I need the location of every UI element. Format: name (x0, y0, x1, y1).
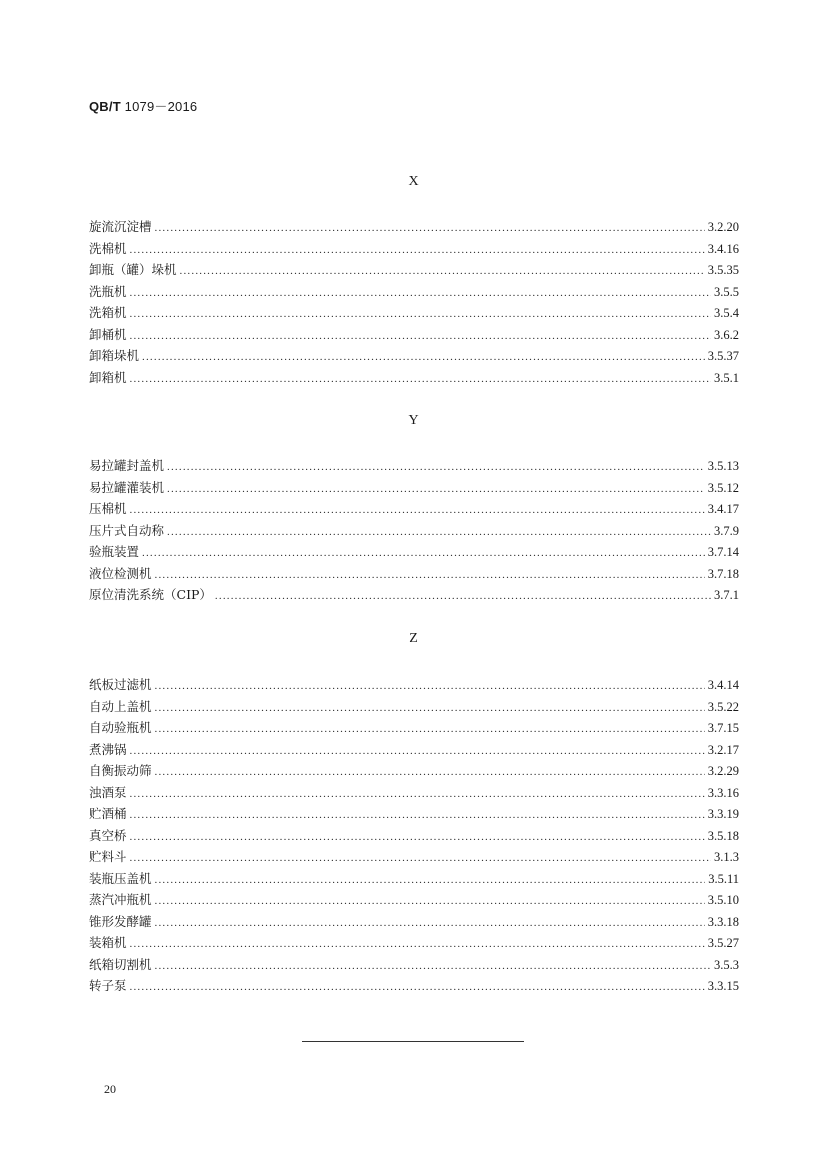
clause-reference: 3.5.10 (707, 893, 739, 907)
clause-reference: 3.5.22 (707, 699, 739, 714)
dot-leader (155, 870, 706, 892)
index-entry (89, 302, 739, 324)
index-term: 贮料斗 (89, 849, 127, 864)
dot-leader (130, 805, 705, 827)
dot-leader (180, 261, 705, 283)
clause-reference: 3.5.35 (707, 263, 739, 277)
dot-leader (142, 347, 705, 369)
clause-reference: 3.7.18 (707, 566, 739, 581)
index-term: 自动验瓶机 (89, 720, 152, 735)
dot-leader (130, 369, 711, 391)
dot-leader (215, 586, 711, 608)
standard-code-prefix: QB/T (89, 99, 121, 114)
index-entry (89, 455, 739, 477)
index-list-y (89, 455, 739, 606)
clause-reference: 3.5.13 (707, 459, 739, 473)
dot-leader (130, 848, 711, 870)
dot-leader (155, 719, 705, 741)
index-term: 浊酒泵 (89, 784, 127, 800)
index-term: 真空桥 (89, 827, 127, 843)
clause-reference: 3.5.12 (707, 480, 739, 495)
clause-reference: 3.4.14 (707, 678, 739, 692)
index-entry (89, 932, 739, 954)
index-term: 卸箱机 (89, 369, 127, 385)
clause-reference: 3.4.16 (707, 241, 739, 256)
index-entry (89, 477, 739, 499)
clause-reference: 3.3.15 (707, 979, 739, 993)
clause-reference: 3.2.29 (707, 764, 739, 778)
clause-reference: 3.3.16 (707, 785, 739, 800)
clause-reference: 3.6.2 (714, 327, 739, 342)
footer-rule (302, 1041, 524, 1042)
dot-leader (130, 934, 705, 956)
index-term: 旋流沉淀槽 (89, 219, 152, 234)
index-term: 装箱机 (89, 935, 127, 950)
dot-leader (142, 543, 705, 565)
index-term: 蒸汽冲瓶机 (89, 892, 152, 907)
index-term: 易拉罐封盖机 (89, 458, 165, 473)
index-entry (89, 238, 739, 260)
clause-reference: 3.1.3 (714, 850, 739, 864)
clause-reference: 3.5.37 (707, 349, 739, 363)
index-term: 验瓶装置 (89, 544, 140, 559)
index-entry (89, 696, 739, 718)
dot-leader (155, 956, 711, 978)
index-list-x (89, 216, 739, 388)
index-entry (89, 954, 739, 976)
dot-leader (167, 522, 711, 544)
index-entry (89, 760, 739, 782)
index-entry (89, 324, 739, 346)
clause-reference: 3.3.18 (707, 914, 739, 929)
clause-reference: 3.5.3 (714, 957, 739, 972)
clause-reference: 3.5.1 (714, 370, 739, 385)
dot-leader (130, 741, 705, 763)
index-term: 自衡振动筛 (89, 763, 152, 778)
index-entry (89, 739, 739, 761)
index-entry (89, 216, 739, 238)
index-term: 纸箱切割机 (89, 956, 152, 972)
index-entry (89, 889, 739, 911)
clause-reference: 3.7.14 (707, 545, 739, 559)
dot-leader (155, 698, 705, 720)
index-term: 自动上盖机 (89, 698, 152, 714)
dot-leader (130, 827, 705, 849)
section-letter-x: X (408, 174, 419, 189)
index-term: 转子泵 (89, 978, 127, 993)
index-entry (89, 803, 739, 825)
index-term: 贮酒桶 (89, 806, 127, 821)
dot-leader (130, 240, 705, 262)
index-term: 装瓶压盖机 (89, 870, 152, 886)
dot-leader (167, 479, 705, 501)
section-letter-y: Y (408, 413, 419, 428)
index-entry (89, 584, 739, 606)
index-list-z (89, 674, 739, 997)
dot-leader (130, 283, 711, 305)
index-entry (89, 259, 739, 281)
clause-reference: 3.5.11 (708, 871, 739, 886)
clause-reference: 3.2.17 (707, 742, 739, 757)
index-term: 卸箱垛机 (89, 348, 140, 363)
index-term: 锥形发酵罐 (89, 913, 152, 929)
index-entry (89, 717, 739, 739)
index-entry (89, 520, 739, 542)
dot-leader (167, 457, 705, 479)
dot-leader (155, 218, 705, 240)
dot-leader (130, 500, 705, 522)
index-entry (89, 281, 739, 303)
index-entry (89, 498, 739, 520)
dot-leader (155, 913, 705, 935)
dot-leader (155, 891, 705, 913)
dot-leader (155, 565, 705, 587)
index-term: 卸瓶（罐）垛机 (89, 262, 177, 277)
index-entry (89, 345, 739, 367)
index-entry (89, 975, 739, 997)
clause-reference: 3.7.1 (714, 588, 739, 602)
index-entry (89, 825, 739, 847)
dot-leader (130, 304, 711, 326)
index-entry (89, 563, 739, 585)
clause-reference: 3.5.5 (714, 284, 739, 299)
clause-reference: 3.7.15 (707, 721, 739, 735)
standard-code-number: 1079－2016 (120, 99, 198, 114)
index-term: 纸板过滤机 (89, 677, 152, 692)
clause-reference: 3.5.4 (714, 306, 739, 320)
clause-reference: 3.2.20 (707, 220, 739, 234)
index-entry (89, 911, 739, 933)
clause-reference: 3.5.27 (707, 936, 739, 950)
index-term: 压片式自动称 (89, 522, 165, 538)
page-number: 20 (104, 1082, 116, 1096)
index-entry (89, 868, 739, 890)
index-term: 液位检测机 (89, 565, 152, 581)
dot-leader (130, 784, 705, 806)
index-entry (89, 367, 739, 389)
index-term: 洗瓶机 (89, 283, 127, 299)
index-entry (89, 541, 739, 563)
dot-leader (155, 762, 705, 784)
index-term: 压棉机 (89, 501, 127, 516)
clause-reference: 3.5.18 (707, 828, 739, 843)
index-term: 卸桶机 (89, 326, 127, 342)
index-term: 易拉罐灌装机 (89, 479, 165, 495)
index-term: 洗棉机 (89, 240, 127, 256)
index-term: 煮沸锅 (89, 741, 127, 757)
clause-reference: 3.7.9 (714, 523, 739, 538)
index-entry (89, 674, 739, 696)
index-term: 原位清洗系统（CIP） (89, 587, 212, 602)
index-entry (89, 846, 739, 868)
clause-reference: 3.4.17 (707, 502, 739, 516)
dot-leader (130, 326, 711, 348)
section-letter-z: Z (409, 631, 418, 646)
standard-code (89, 96, 197, 115)
clause-reference: 3.3.19 (707, 807, 739, 821)
dot-leader (155, 676, 705, 698)
index-term: 洗箱机 (89, 305, 127, 320)
dot-leader (130, 977, 705, 999)
index-entry (89, 782, 739, 804)
